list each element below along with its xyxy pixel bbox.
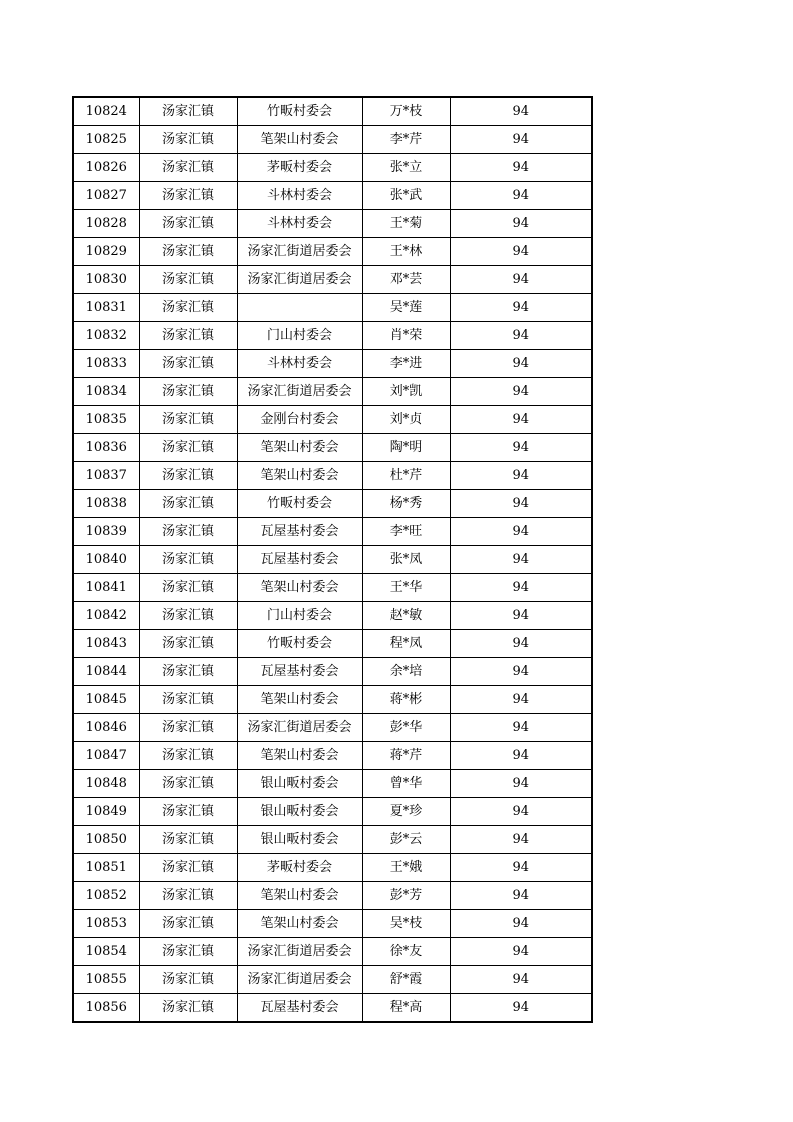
cell-serial-number: 10853: [73, 910, 139, 938]
table-row: [73, 518, 592, 546]
table-row: [73, 910, 592, 938]
cell-village-committee: 瓦屋基村委会: [237, 658, 362, 686]
cell-person-name: 邓*芸: [362, 266, 450, 294]
table-row: [73, 238, 592, 266]
cell-town: 汤家汇镇: [139, 350, 237, 378]
cell-person-name: 陶*明: [362, 434, 450, 462]
cell-town: 汤家汇镇: [139, 630, 237, 658]
cell-town: 汤家汇镇: [139, 266, 237, 294]
table-row: [73, 630, 592, 658]
table-row: [73, 462, 592, 490]
cell-score: 94: [450, 854, 592, 882]
cell-serial-number: 10843: [73, 630, 139, 658]
cell-score: 94: [450, 322, 592, 350]
cell-score: 94: [450, 294, 592, 322]
table-row: [73, 742, 592, 770]
cell-town: 汤家汇镇: [139, 294, 237, 322]
cell-town: 汤家汇镇: [139, 686, 237, 714]
cell-person-name: 彭*芳: [362, 882, 450, 910]
cell-village-committee: 竹畈村委会: [237, 630, 362, 658]
cell-town: 汤家汇镇: [139, 322, 237, 350]
cell-town: 汤家汇镇: [139, 378, 237, 406]
cell-village-committee: 茅畈村委会: [237, 854, 362, 882]
table-row: [73, 770, 592, 798]
cell-village-committee: 瓦屋基村委会: [237, 518, 362, 546]
table-row: [73, 97, 592, 126]
cell-score: 94: [450, 238, 592, 266]
cell-person-name: 王*华: [362, 574, 450, 602]
cell-score: 94: [450, 378, 592, 406]
cell-serial-number: 10848: [73, 770, 139, 798]
cell-town: 汤家汇镇: [139, 854, 237, 882]
cell-score: 94: [450, 770, 592, 798]
cell-person-name: 刘*贞: [362, 406, 450, 434]
table-row: [73, 686, 592, 714]
cell-score: 94: [450, 546, 592, 574]
cell-score: 94: [450, 434, 592, 462]
cell-person-name: 王*娥: [362, 854, 450, 882]
table-row: [73, 826, 592, 854]
cell-person-name: 王*菊: [362, 210, 450, 238]
cell-village-committee: 笔架山村委会: [237, 742, 362, 770]
cell-score: 94: [450, 910, 592, 938]
cell-serial-number: 10827: [73, 182, 139, 210]
cell-village-committee: 斗林村委会: [237, 182, 362, 210]
cell-serial-number: 10838: [73, 490, 139, 518]
cell-person-name: 王*林: [362, 238, 450, 266]
cell-town: 汤家汇镇: [139, 518, 237, 546]
cell-serial-number: 10850: [73, 826, 139, 854]
cell-score: 94: [450, 490, 592, 518]
cell-person-name: 蒋*芹: [362, 742, 450, 770]
cell-person-name: 张*凤: [362, 546, 450, 574]
cell-serial-number: 10825: [73, 126, 139, 154]
cell-person-name: 吴*莲: [362, 294, 450, 322]
cell-serial-number: 10856: [73, 994, 139, 1023]
cell-person-name: 徐*友: [362, 938, 450, 966]
cell-town: 汤家汇镇: [139, 966, 237, 994]
cell-score: 94: [450, 994, 592, 1023]
table-body: [73, 97, 592, 1022]
cell-village-committee: 笔架山村委会: [237, 462, 362, 490]
table-row: [73, 182, 592, 210]
cell-person-name: 肖*荣: [362, 322, 450, 350]
cell-village-committee: 笔架山村委会: [237, 882, 362, 910]
table-row: [73, 434, 592, 462]
cell-score: 94: [450, 602, 592, 630]
cell-score: 94: [450, 826, 592, 854]
cell-serial-number: 10828: [73, 210, 139, 238]
cell-town: 汤家汇镇: [139, 798, 237, 826]
table-row: [73, 882, 592, 910]
cell-score: 94: [450, 182, 592, 210]
cell-village-committee: 竹畈村委会: [237, 490, 362, 518]
cell-serial-number: 10847: [73, 742, 139, 770]
cell-person-name: 夏*珍: [362, 798, 450, 826]
cell-town: 汤家汇镇: [139, 126, 237, 154]
cell-serial-number: 10833: [73, 350, 139, 378]
cell-serial-number: 10839: [73, 518, 139, 546]
cell-town: 汤家汇镇: [139, 182, 237, 210]
cell-score: 94: [450, 126, 592, 154]
cell-serial-number: 10832: [73, 322, 139, 350]
cell-village-committee: 门山村委会: [237, 602, 362, 630]
cell-score: 94: [450, 97, 592, 126]
cell-person-name: 程*凤: [362, 630, 450, 658]
cell-town: 汤家汇镇: [139, 238, 237, 266]
cell-score: 94: [450, 574, 592, 602]
cell-serial-number: 10826: [73, 154, 139, 182]
cell-village-committee: 汤家汇街道居委会: [237, 238, 362, 266]
cell-town: 汤家汇镇: [139, 490, 237, 518]
cell-serial-number: 10852: [73, 882, 139, 910]
cell-town: 汤家汇镇: [139, 462, 237, 490]
cell-serial-number: 10829: [73, 238, 139, 266]
cell-village-committee: 斗林村委会: [237, 350, 362, 378]
cell-town: 汤家汇镇: [139, 406, 237, 434]
cell-score: 94: [450, 966, 592, 994]
cell-village-committee: 门山村委会: [237, 322, 362, 350]
cell-serial-number: 10846: [73, 714, 139, 742]
cell-score: 94: [450, 630, 592, 658]
cell-village-committee: 笔架山村委会: [237, 574, 362, 602]
cell-score: 94: [450, 658, 592, 686]
cell-serial-number: 10831: [73, 294, 139, 322]
cell-town: 汤家汇镇: [139, 546, 237, 574]
cell-score: 94: [450, 938, 592, 966]
cell-town: 汤家汇镇: [139, 97, 237, 126]
cell-score: 94: [450, 742, 592, 770]
table-row: [73, 994, 592, 1023]
cell-score: 94: [450, 882, 592, 910]
cell-serial-number: 10824: [73, 97, 139, 126]
cell-village-committee: 汤家汇街道居委会: [237, 378, 362, 406]
cell-village-committee: 斗林村委会: [237, 210, 362, 238]
cell-person-name: 杨*秀: [362, 490, 450, 518]
cell-person-name: 程*高: [362, 994, 450, 1023]
table-row: [73, 154, 592, 182]
cell-person-name: 李*芹: [362, 126, 450, 154]
cell-town: 汤家汇镇: [139, 434, 237, 462]
cell-village-committee: 笔架山村委会: [237, 686, 362, 714]
table-row: [73, 490, 592, 518]
cell-town: 汤家汇镇: [139, 574, 237, 602]
cell-village-committee: 汤家汇街道居委会: [237, 266, 362, 294]
cell-village-committee: [237, 294, 362, 322]
cell-town: 汤家汇镇: [139, 154, 237, 182]
table-row: [73, 854, 592, 882]
cell-person-name: 张*立: [362, 154, 450, 182]
cell-serial-number: 10841: [73, 574, 139, 602]
cell-serial-number: 10849: [73, 798, 139, 826]
table-row: [73, 406, 592, 434]
cell-person-name: 李*旺: [362, 518, 450, 546]
cell-village-committee: 茅畈村委会: [237, 154, 362, 182]
table-row: [73, 546, 592, 574]
table-row: [73, 322, 592, 350]
cell-town: 汤家汇镇: [139, 938, 237, 966]
cell-serial-number: 10830: [73, 266, 139, 294]
data-table: [72, 96, 593, 1023]
cell-village-committee: 竹畈村委会: [237, 97, 362, 126]
cell-town: 汤家汇镇: [139, 714, 237, 742]
cell-village-committee: 汤家汇街道居委会: [237, 966, 362, 994]
cell-town: 汤家汇镇: [139, 770, 237, 798]
cell-village-committee: 汤家汇街道居委会: [237, 714, 362, 742]
cell-town: 汤家汇镇: [139, 210, 237, 238]
table-row: [73, 798, 592, 826]
cell-score: 94: [450, 266, 592, 294]
cell-serial-number: 10845: [73, 686, 139, 714]
cell-serial-number: 10837: [73, 462, 139, 490]
table-row: [73, 350, 592, 378]
cell-score: 94: [450, 798, 592, 826]
cell-serial-number: 10834: [73, 378, 139, 406]
cell-serial-number: 10835: [73, 406, 139, 434]
cell-town: 汤家汇镇: [139, 602, 237, 630]
cell-town: 汤家汇镇: [139, 910, 237, 938]
table-row: [73, 210, 592, 238]
cell-town: 汤家汇镇: [139, 994, 237, 1023]
cell-town: 汤家汇镇: [139, 658, 237, 686]
cell-person-name: 刘*凯: [362, 378, 450, 406]
cell-person-name: 杜*芹: [362, 462, 450, 490]
cell-town: 汤家汇镇: [139, 826, 237, 854]
cell-score: 94: [450, 406, 592, 434]
cell-person-name: 万*枝: [362, 97, 450, 126]
cell-serial-number: 10855: [73, 966, 139, 994]
cell-village-committee: 汤家汇街道居委会: [237, 938, 362, 966]
cell-person-name: 蒋*彬: [362, 686, 450, 714]
cell-village-committee: 瓦屋基村委会: [237, 546, 362, 574]
table-row: [73, 294, 592, 322]
cell-person-name: 张*武: [362, 182, 450, 210]
cell-village-committee: 银山畈村委会: [237, 770, 362, 798]
table-row: [73, 938, 592, 966]
cell-person-name: 赵*敏: [362, 602, 450, 630]
cell-town: 汤家汇镇: [139, 742, 237, 770]
cell-village-committee: 银山畈村委会: [237, 826, 362, 854]
cell-score: 94: [450, 210, 592, 238]
cell-person-name: 舒*霞: [362, 966, 450, 994]
cell-score: 94: [450, 350, 592, 378]
cell-person-name: 李*进: [362, 350, 450, 378]
cell-score: 94: [450, 714, 592, 742]
cell-village-committee: 银山畈村委会: [237, 798, 362, 826]
cell-person-name: 彭*云: [362, 826, 450, 854]
cell-village-committee: 瓦屋基村委会: [237, 994, 362, 1023]
table-row: [73, 966, 592, 994]
cell-person-name: 彭*华: [362, 714, 450, 742]
table-row: [73, 602, 592, 630]
cell-serial-number: 10844: [73, 658, 139, 686]
cell-score: 94: [450, 154, 592, 182]
cell-village-committee: 金刚台村委会: [237, 406, 362, 434]
cell-serial-number: 10842: [73, 602, 139, 630]
cell-score: 94: [450, 686, 592, 714]
cell-town: 汤家汇镇: [139, 882, 237, 910]
cell-score: 94: [450, 518, 592, 546]
cell-person-name: 吴*枝: [362, 910, 450, 938]
cell-serial-number: 10851: [73, 854, 139, 882]
cell-village-committee: 笔架山村委会: [237, 126, 362, 154]
cell-serial-number: 10840: [73, 546, 139, 574]
cell-person-name: 余*培: [362, 658, 450, 686]
cell-village-committee: 笔架山村委会: [237, 910, 362, 938]
table-row: [73, 126, 592, 154]
cell-score: 94: [450, 462, 592, 490]
table-row: [73, 658, 592, 686]
table-row: [73, 266, 592, 294]
table-row: [73, 574, 592, 602]
cell-village-committee: 笔架山村委会: [237, 434, 362, 462]
table-row: [73, 378, 592, 406]
cell-person-name: 曾*华: [362, 770, 450, 798]
table-row: [73, 714, 592, 742]
cell-serial-number: 10836: [73, 434, 139, 462]
cell-serial-number: 10854: [73, 938, 139, 966]
